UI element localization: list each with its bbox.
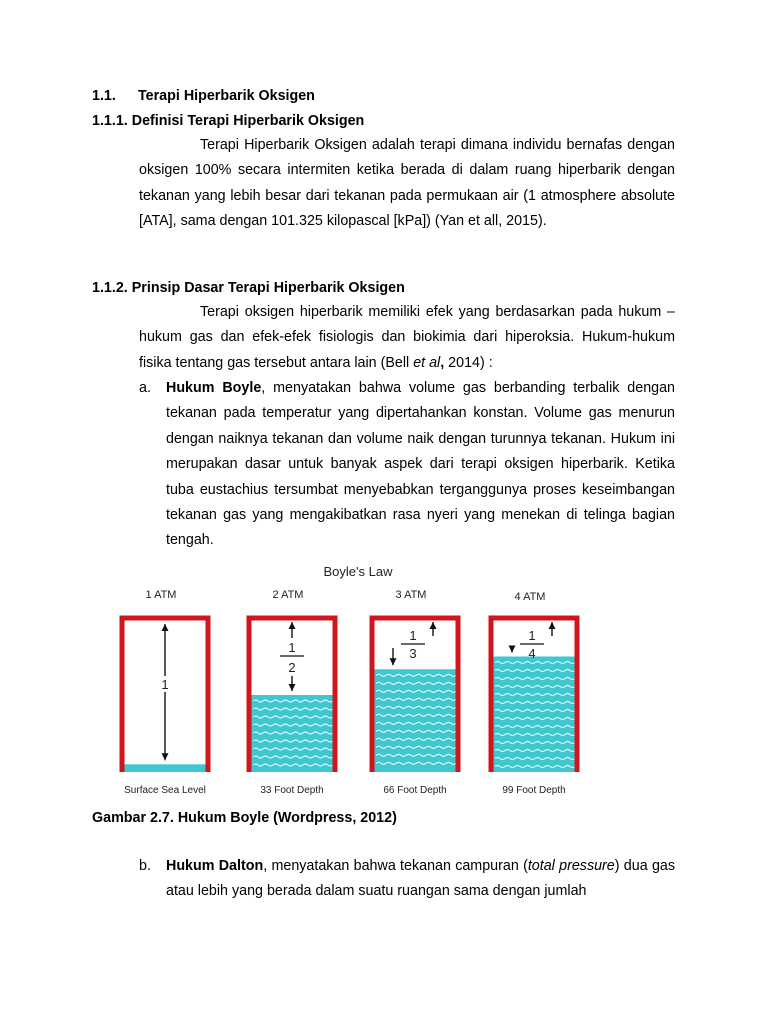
arrow-up-head (289, 622, 296, 629)
figure-title: Boyle's Law (323, 564, 393, 579)
paragraph-principles (139, 300, 675, 376)
volume-arrow-down-head (162, 753, 169, 760)
list-marker-b: b. (139, 858, 151, 874)
depth-label: 33 Foot Depth (260, 785, 324, 796)
arrow-down-head (390, 658, 397, 665)
arrow-down (289, 676, 296, 691)
container-2 (249, 589, 335, 796)
list-item-dalton (166, 854, 675, 905)
paragraph-text-end: 2014) : (444, 354, 493, 371)
heading-number: 1.1. (92, 88, 116, 104)
depth-label: 99 Foot Depth (502, 785, 566, 796)
volume-arrow-up (162, 624, 169, 678)
list-item-text: , menyatakan bahwa volume gas berbanding terbalik dengan tekanan pada temperatur yang dipertahankan konstan. Volume gas menurun dengan naiknya tekanan dan volume naik dengan turunnya tekanan. Hukum ini merupakan dasar untuk banyak aspek dari terapi oksigen hiperbarik. Ketika tuba eustachius tersumbat menyebabkan terganggunya proses keseimbangan tekanan gas yang mengakibatkan rasa nyeri yang menekan di telinga bagian tengah. (166, 380, 675, 549)
paragraph-text: Terapi Hiperbarik Oksigen adalah terapi dimana individu bernafas dengan oksigen 100% secara intermiten ketika berada di dalam ruang hiperbarik dengan tekanan yang lebih besar dari tekanan pada permukaan air (1 atmosphere absolute [ATA], sama dengan 101.325 kilopascal [kPa]) (Yan et all, 2015). (139, 137, 675, 230)
arrow-down (390, 648, 397, 665)
list-item-boyle (166, 376, 675, 554)
heading-text: Definisi Terapi Hiperbarik Oksigen (131, 113, 365, 129)
heading-1-1-2 (92, 280, 405, 296)
comma: , (440, 354, 445, 371)
heading-1-1 (92, 88, 315, 104)
arrow-up-head (549, 622, 556, 629)
fraction-numerator: 1 (528, 628, 536, 643)
water-fill (124, 764, 206, 772)
heading-text: Terapi Hiperbarik Oksigen (138, 88, 315, 104)
arrow-up (430, 622, 437, 636)
depth-label: Surface Sea Level (124, 785, 206, 796)
fraction-numerator: 1 (161, 677, 169, 692)
paragraph-definition (139, 133, 675, 235)
atm-label: 4 ATM (514, 591, 546, 603)
atm-label: 3 ATM (395, 589, 427, 601)
volume-arrow-up-head (162, 624, 169, 631)
container-4 (491, 591, 577, 796)
arrow-down-head (509, 646, 516, 653)
fraction-numerator: 1 (288, 640, 296, 655)
depth-label: 66 Foot Depth (383, 785, 447, 796)
fraction-numerator: 1 (409, 628, 417, 643)
arrow-up-head (430, 622, 437, 629)
fraction-denominator: 4 (528, 646, 536, 661)
container-1 (122, 589, 208, 796)
figure-caption: Gambar 2.7. Hukum Boyle (Wordpress, 2012) (92, 810, 397, 826)
list-marker-a: a. (139, 380, 151, 396)
boyles-law-figure (116, 560, 586, 800)
heading-1-1-1 (92, 113, 364, 129)
container-3 (372, 589, 458, 796)
arrow-up (549, 622, 556, 636)
atm-label: 2 ATM (272, 589, 304, 601)
atm-label: 1 ATM (145, 589, 177, 601)
paragraph-text: Terapi oksigen hiperbarik memiliki efek yang berdasarkan pada hukum – hukum gas dan efek-efek fisiologis dan biokimia dari hiperoksia. Hukum-hukum fisika tentang gas tersebut antara lain (Bell (139, 304, 675, 371)
emphasis-total-pressure: total pressure (527, 858, 615, 874)
term-dalton: Hukum Dalton (166, 858, 264, 874)
arrow-down (509, 646, 516, 653)
volume-arrow-down (162, 682, 169, 760)
fraction-denominator: 3 (409, 646, 417, 661)
heading-number: 1.1.1. (92, 113, 128, 129)
list-item-text: , menyatakan bahwa tekanan campuran ( (263, 858, 528, 874)
arrow-down-head (289, 684, 296, 691)
arrow-up (289, 622, 296, 638)
boyles-law-diagram (116, 560, 586, 800)
heading-number: 1.1.2. (92, 280, 128, 296)
fraction-denominator: 2 (288, 660, 296, 675)
heading-text: Prinsip Dasar Terapi Hiperbarik Oksigen (131, 280, 405, 296)
list-item-text-end: ) dua gas atau lebih yang berada dalam suatu ruangan sama dengan jumlah (166, 858, 675, 900)
water-fill (493, 657, 575, 773)
emphasis-et-al: et al (413, 354, 441, 371)
term-boyle: Hukum Boyle (166, 380, 262, 396)
